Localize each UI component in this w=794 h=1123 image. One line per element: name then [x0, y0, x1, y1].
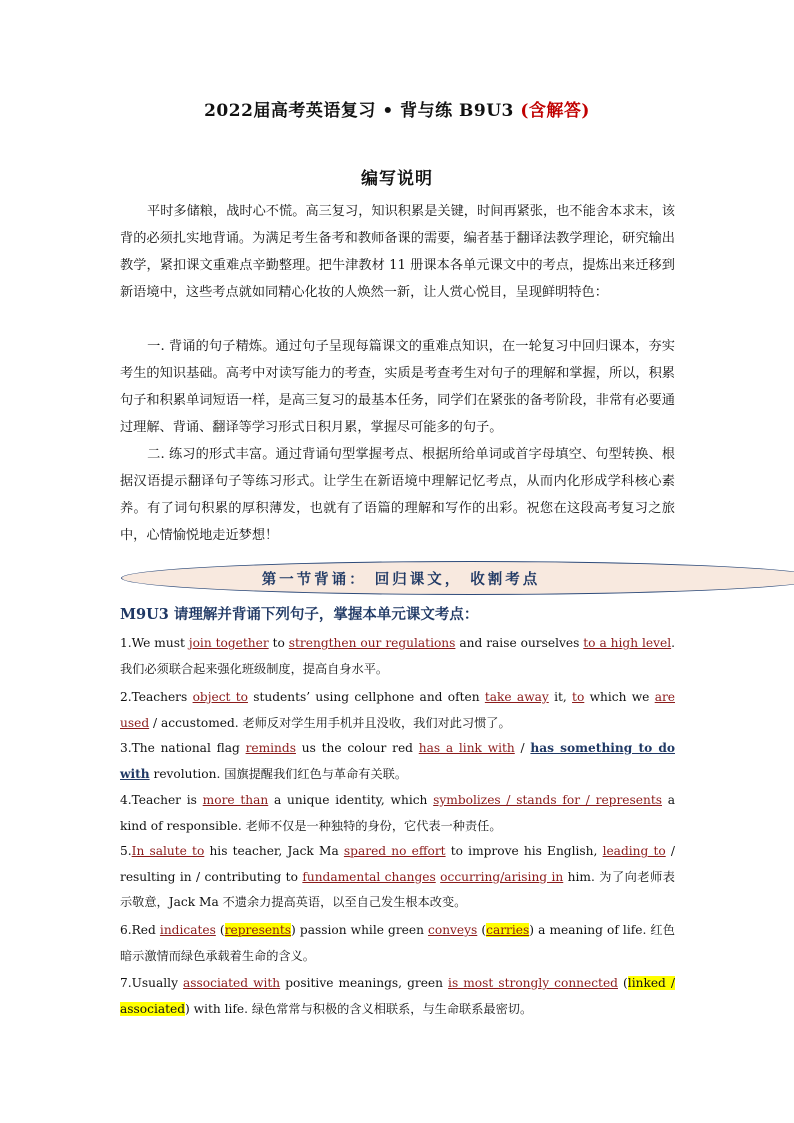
sentence-5: 5.In salute to his teacher, Jack Ma spared no effort to improve his English, leading to / resulting in / contributing to fundamental changes occurring/arising in him. 为了向老师表示敬意，Jack Ma 不遗余力提高英语，以至自己发生根本改变。 — [120, 844, 676, 909]
title-suffix: (含解答) — [520, 101, 590, 121]
sentence-3: 3.The national flag reminds us the colour red has a link with / has something to do with revolution. 国旗提醒我们红色与革命有关联。 — [120, 741, 675, 781]
sentence-6: 6.Red indicates (represents) passion while green conveys (carries) a meaning of life. 红色暗示激情而绿色承载着生命的含义。 — [120, 923, 675, 963]
sentence-4: 4.Teacher is more than a unique identity, which symbolizes / stands for / represents a kind of responsible. 老师不仅是一种独特的身份，它代表一种责任。 — [120, 793, 676, 833]
sentence-1: 1.We must join together to strengthen our regulations and raise ourselves to a high level. 我们必须联合起来强化班级制度，提高自身水平。 — [120, 636, 675, 676]
section-heading-writing-notes: 编写说明 — [361, 169, 433, 189]
unit-section-title: M9U3 请理解并背诵下列句子，掌握本单元课文考点： — [120, 606, 479, 623]
section-banner-text: 第一节背诵： 回归课文， 收割考点 — [261, 571, 541, 588]
intro-paragraph-2: 一. 背诵的句子精炼。通过句子呈现每篇课文的重难点知识，在一轮复习中回归课本，夯实考生的知识基础。高考中对读写能力的考查，实质是考查考生对句子的理解和掌握，所以，积累句子和积累单词短语一样，是高三复习的最基本任务，同学们在紧张的备考阶段，非常有必要通过理解、背诵、翻译等学习形式日积月累，掌握尽可能多的句子。 — [120, 339, 675, 435]
intro-paragraph-3: 二. 练习的形式丰富。通过背诵句型掌握考点、根据所给单词或首字母填空、句型转换、根据汉语提示翻译句子等练习形式。让学生在新语境中理解记忆考点，从而内化形成学科核心素养。有了词句积累的厚积薄发，也就有了语篇的理解和写作的出彩。祝您在这段高考复习之旅中，心情愉悦地走近梦想！ — [120, 447, 675, 543]
intro-paragraph-1: 平时多储粮，战时心不慌。高三复习，知识积累是关键，时间再紧张，也不能舍本求末，该背的必须扎实地背诵。为满足考生备考和教师备课的需要，编者基于翻译法教学理论，研究输出教学，紧扣课文重难点辛勤整理。把牛津教材 11 册课本各单元课文中的考点，提炼出来迁移到新语境中，这些考点就如同精心化妆的人焕然一新，让人赏心悦目，呈现鲜明特色： — [120, 204, 675, 300]
title-main: 2022届高考英语复习 • 背与练 B9U3 — [204, 101, 521, 121]
document-title — [0, 96, 794, 121]
sentence-2: 2.Teachers object to students’ using cellphone and often take away it, to which we are used / accustomed. 老师反对学生用手机并且没收，我们对此习惯了。 — [120, 690, 675, 730]
sentence-7: 7.Usually associated with positive meanings, green is most strongly connected (linked / associated) with life. 绿色常常与积极的含义相联系，与生命联系最密切。 — [120, 976, 676, 1016]
